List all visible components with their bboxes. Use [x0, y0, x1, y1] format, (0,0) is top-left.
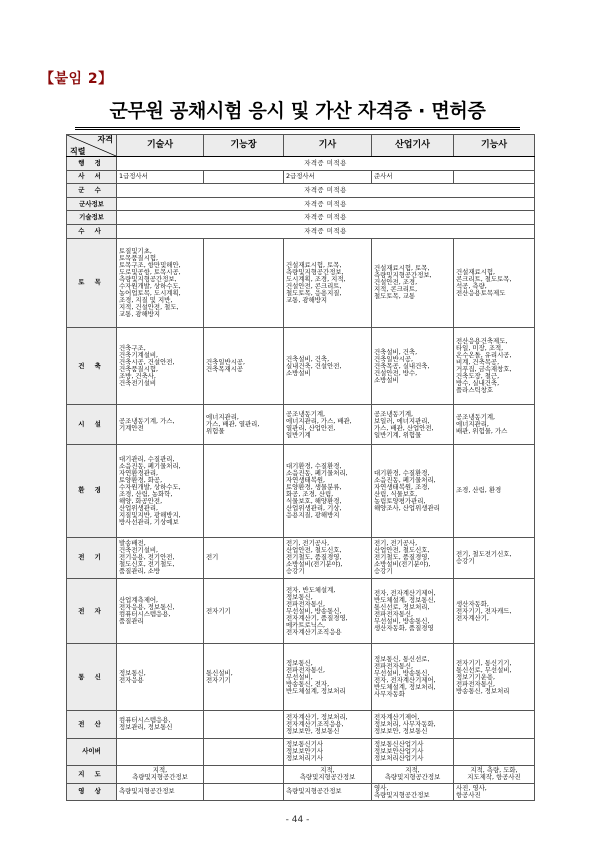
qualification-cell: 정보통신기사 정보보안기사 정보처리기사	[284, 738, 372, 765]
column-header: 기술사	[117, 135, 204, 157]
table-row	[67, 783, 535, 800]
series-name-cell: 사 서	[67, 170, 117, 184]
qualification-cell: 건축설비, 건축, 실내건축, 건설안전, 소방설비	[284, 328, 372, 405]
page-title: 군무원 공채시험 응시 및 가산 자격증 · 면허증	[75, 96, 520, 130]
qualification-cell: 건축설비, 건축, 건축일반시공, 건축목공, 실내건축, 건설안전, 방수, 소방설비	[372, 328, 454, 405]
qualification-cell: 정보통신, 전파전자통신, 무선설비, 방송통신, 전자, 반도체설계, 정보처리	[284, 644, 372, 711]
qualification-cell	[117, 738, 204, 765]
qualification-cell	[454, 711, 535, 738]
series-name-cell: 사이버	[67, 738, 117, 765]
qualification-cell: 대기관리, 수질관리, 소음진동, 폐기물처리, 자연환경관리, 토양환경, 화공, 수자원개발, 상하수도, 조경, 산림, 농화학, 해양, 화공안전, 산업위생관리, 지질및지반, 광해방지, 방사선관리, 기상예보	[117, 444, 204, 537]
qualification-cell: 건설재료시험, 콘크리트, 철도토목, 석공, 측량, 전산응용토목제도	[454, 238, 535, 328]
qualification-cell: 건설재료시험, 토목, 측량및지형공간정보, 도시계획, 조경, 지적, 건설안전, 콘크리트, 철도토목, 응용지질, 교통, 광해방지	[284, 238, 372, 328]
qualification-cell: 측량및지형공간정보	[117, 783, 204, 800]
series-name-cell: 행 정	[67, 157, 117, 171]
table-row	[67, 711, 535, 738]
column-header: 기능사	[454, 135, 535, 157]
table-body	[67, 157, 535, 801]
qualification-cell: 건축일반시공, 건축목재시공	[204, 328, 284, 405]
qualification-cell: 전자, 전자계산기제어, 반도체설계, 정보통신, 통신선로, 정보처리, 전파전자통신, 무선설비, 방송통신, 생산자동화, 품질경영	[372, 578, 454, 644]
table-row	[67, 328, 535, 405]
not-applicable-cell: 자격증 미적용	[117, 184, 535, 198]
qualification-cell	[204, 170, 284, 184]
not-applicable-cell: 자격증 미적용	[117, 211, 535, 225]
table-row	[67, 405, 535, 445]
qualification-cell: 지적, 측량및지형공간정보	[372, 765, 454, 783]
qualification-cell	[204, 765, 284, 783]
not-applicable-cell: 자격증 미적용	[117, 157, 535, 171]
table-row	[67, 184, 535, 198]
series-name-cell: 지 도	[67, 765, 117, 783]
qualification-cell	[204, 783, 284, 800]
qualification-cell: 발송배전, 건축전기설비, 전기응용, 전기안전, 철도신호, 전기철도, 품질관리, 소방	[117, 537, 204, 578]
header-corner-series: 직렬	[70, 147, 86, 156]
qualification-cell: 전산응용건축제도, 타일, 미장, 조적, 온수온돌, 유리시공, 비계, 건축목공, 거푸집, 금속재창호, 건축도장, 철근, 방수, 실내건축, 플라스틱창호	[454, 328, 535, 405]
qualification-cell: 에너지관리, 가스, 배관, 열관리, 위험물	[204, 405, 284, 445]
qualification-cell: 대기환경, 수질환경, 소음진동, 폐기물처리, 자연생태복원, 조경, 산림, 식물보호, 농림토양평가관리, 해양조사, 산업위생관리	[372, 444, 454, 537]
not-applicable-cell: 자격증 미적용	[117, 224, 535, 238]
qualification-cell: 공조냉동기계, 보일러, 에너지관리, 가스, 배관, 산업안전, 일반기계, 위험물	[372, 405, 454, 445]
qualification-cell: 전기, 전기공사, 산업안전, 철도신호, 전기철도, 품질경영, 소방설비(전기분야), 승강기	[372, 537, 454, 578]
header-corner-cell	[67, 135, 117, 157]
qualification-cell: 생산자동화, 전자기기, 전자캐드, 전자계산기,	[454, 578, 535, 644]
qualification-cell	[204, 238, 284, 328]
qualification-cell	[454, 170, 535, 184]
qualification-cell: 준사서	[372, 170, 454, 184]
qualification-cell: 조경, 산림, 환경	[454, 444, 535, 537]
table-row	[67, 224, 535, 238]
qualification-cell: 전자기기	[204, 578, 284, 644]
qualification-cell	[204, 711, 284, 738]
table-row	[67, 157, 535, 171]
qualification-cell	[454, 738, 535, 765]
qualification-cell	[204, 444, 284, 537]
not-applicable-cell: 자격증 미적용	[117, 197, 535, 211]
table-row	[67, 578, 535, 644]
qualification-cell: 전자계산기, 정보처리, 전자계산기조직응용, 정보보안, 정보통신	[284, 711, 372, 738]
qualification-cell: 통신설비, 전자기기	[204, 644, 284, 711]
table-row	[67, 537, 535, 578]
qualification-cell: 토질및기초, 토목품질시험, 토목구조, 항만및해안, 도로및공항, 토목시공, 측량및지형공간정보, 수자원개발, 상하수도, 농어업토목, 도시계획, 조경, 지질 및 지반, 지적, 건설안전, 철도, 교통, 광해방지	[117, 238, 204, 328]
qualification-cell: 대기환경, 수질환경, 소음진동, 폐기물처리, 자연생태복원, 토양환경, 생물분류, 화공, 조경, 산림, 식물보호, 해양환경, 산업위생관리, 기상, 응용지질, 광해방지	[284, 444, 372, 537]
qualification-cell: 전자계산기제어, 정보처리, 사무자동화, 정보보안, 정보통신	[372, 711, 454, 738]
qualification-table	[66, 134, 535, 801]
column-header: 기능장	[204, 135, 284, 157]
qualification-cell: 사진, 영사, 항공사진	[454, 783, 535, 800]
qualification-cell: 측량및지형공간정보	[284, 783, 372, 800]
qualification-cell: 전기	[204, 537, 284, 578]
qualification-cell: 공조냉동기계, 가스, 기계안전	[117, 405, 204, 445]
qualification-cell: 컴퓨터시스템응용, 정보관리, 정보통신	[117, 711, 204, 738]
series-name-cell: 전 자	[67, 578, 117, 644]
qualification-cell: 전기, 철도전기신호, 승강기	[454, 537, 535, 578]
qualification-cell	[204, 738, 284, 765]
table-row	[67, 444, 535, 537]
qualification-cell: 2급정사서	[284, 170, 372, 184]
table-row	[67, 765, 535, 783]
qualification-cell: 지적, 측량및지형공간정보	[117, 765, 204, 783]
qualification-cell: 건설재료시험, 토목, 측량및지형공간정보, 건설안전, 조경, 지적, 콘크리트, 철도토목, 교통	[372, 238, 454, 328]
qualification-cell: 1급정사서	[117, 170, 204, 184]
qualification-cell: 공조냉동기계, 에너지관리, 가스, 배관, 열관리, 산업안전, 일반기계	[284, 405, 372, 445]
table-row	[67, 170, 535, 184]
qualification-cell: 지적, 측량및지형공간정보	[284, 765, 372, 783]
column-header: 기사	[284, 135, 372, 157]
qualification-cell: 정보통신산업기사 정보보안산업기사 정보처리산업기사	[372, 738, 454, 765]
attachment-label: 【붙임 2】	[40, 71, 113, 87]
header-corner-qualification: 자격	[97, 135, 113, 144]
series-name-cell: 영 상	[67, 783, 117, 800]
qualification-cell: 정보통신, 통신선로, 전파전자통신, 무선설비, 방송통신, 전자, 전자계산기제어, 반도체설계, 정보처리, 사무자동화	[372, 644, 454, 711]
qualification-cell: 건축구조, 건축기계설비, 건축시공, 건설안전, 건축품질시험, 조방, 건축사, 건축전기설비	[117, 328, 204, 405]
qualification-cell: 정보통신, 전자응용	[117, 644, 204, 711]
series-name-cell: 기술정보	[67, 211, 117, 225]
qualification-cell: 전자, 반도체설계, 정보통신, 전파전자통신, 무선설비, 방송통신, 전자계산기, 품질경영, 메카트로닉스, 전자계산기조직응용	[284, 578, 372, 644]
table-row	[67, 644, 535, 711]
series-name-cell: 전 기	[67, 537, 117, 578]
qualification-cell: 공조냉동기계, 에너지관리, 배관, 위험물, 가스	[454, 405, 535, 445]
column-header: 산업기사	[372, 135, 454, 157]
qualification-cell: 지적, 측량, 도화, 지도제작, 항공사진	[454, 765, 535, 783]
series-name-cell: 전 산	[67, 711, 117, 738]
series-name-cell: 환 경	[67, 444, 117, 537]
page-number: - 44 -	[285, 815, 310, 825]
qualification-cell: 영사, 측량및지형공간정보	[372, 783, 454, 800]
series-name-cell: 군 수	[67, 184, 117, 198]
series-name-cell: 군사정보	[67, 197, 117, 211]
qualification-table-container	[66, 134, 534, 801]
table-row	[67, 238, 535, 328]
table-row	[67, 211, 535, 225]
series-name-cell: 시 설	[67, 405, 117, 445]
series-name-cell: 토 목	[67, 238, 117, 328]
qualification-cell: 전자기기, 통신기기, 통신선로, 무선설비, 정보기기운용, 전파전자통신, 방송통신, 정보처리	[454, 644, 535, 711]
table-row	[67, 197, 535, 211]
table-row	[67, 738, 535, 765]
qualification-cell: 산업계측제어, 전자응용, 정보통신, 컴퓨터시스템응용, 품질관리	[117, 578, 204, 644]
qualification-cell: 전기, 전기공사, 산업안전, 철도신호, 전기철도, 품질경영, 소방설비(전기분야), 승강기	[284, 537, 372, 578]
series-name-cell: 통 신	[67, 644, 117, 711]
series-name-cell: 수 사	[67, 224, 117, 238]
series-name-cell: 건 축	[67, 328, 117, 405]
